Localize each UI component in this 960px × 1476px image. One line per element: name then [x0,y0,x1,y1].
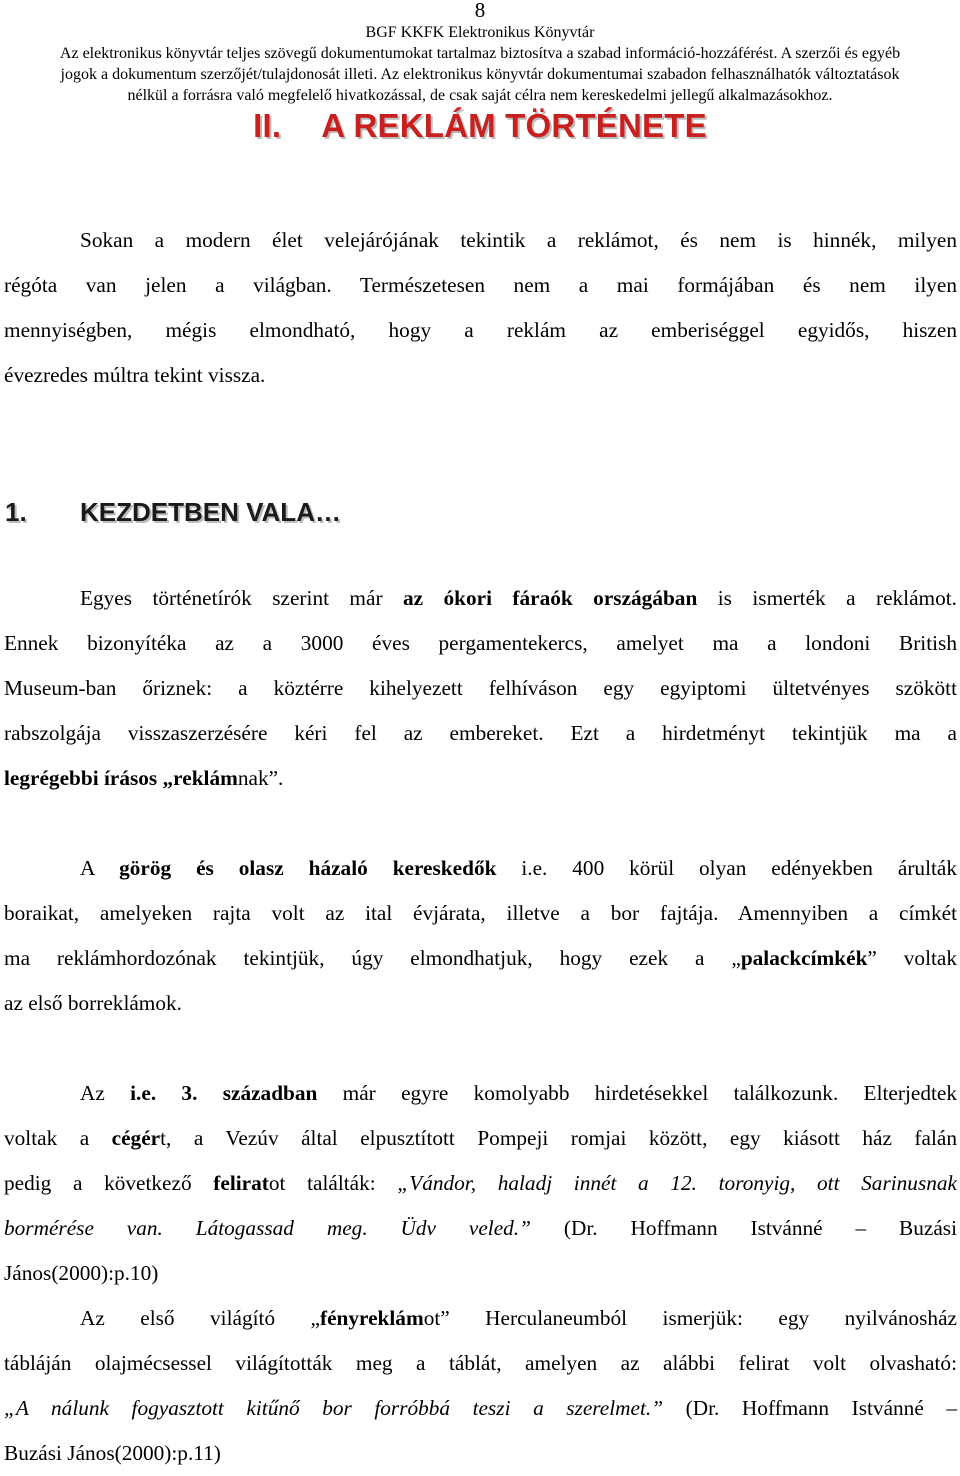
section-title-text: KEZDETBEN VALA… [80,497,341,527]
emphasis: fényreklám [319,1306,424,1330]
emphasis: palackcímkék [740,946,868,970]
text-line: az első borreklámok. [4,991,182,1015]
header-line: BGF KKFK Elektronikus Könyvtár [365,24,595,41]
text-line: Az i.e. 3. században már egyre komolyabb hirdetésekkel találkozunk. Elterjedtek [80,1081,957,1105]
text-line: Ennek bizonyítéka az a 3000 éves pergamentekercs, amelyet ma a londoni British [4,631,957,655]
quotation: „A nálunk fogyasztott kitűnő bor forróbbá teszi a szerelmet.” [4,1396,664,1420]
chapter-title-text: A REKLÁM TÖRTÉNETE [321,107,707,144]
text-line: pedig a következő feliratot találták: „Vándor, haladj innét a 12. toronyig, ott Sarinusnak [4,1171,957,1195]
text-line: rabszolgája visszaszerzésére kéri fel az embereket. Ezt a hirdetményt tekintjük ma a [4,721,957,745]
text-line: mennyiségben, mégis elmondható, hogy a reklám az emberiséggel egyidős, hiszen [4,318,957,342]
text-line: „A nálunk fogyasztott kitűnő bor forróbbá teszi a szerelmet.” (Dr. Hoffmann Istvánné – [4,1396,957,1420]
text-line: voltak a cégért, a Vezúv által elpusztított Pompeji romjai között, egy kiásott ház falán [4,1126,957,1150]
emphasis: görög és olasz házaló kereskedők [119,856,497,880]
chapter-number: II. [253,107,282,144]
text-line: Egyes történetírók szerint már az ókori fáraók országában is ismerték a reklámot. [80,586,958,610]
text-line: régóta van jelen a világban. Természetesen nem a mai formájában és nem ilyen [4,273,957,297]
paragraph-herculaneum [4,1296,957,1476]
header-line: jogok a dokumentum szerzőjét/tulajdonosát illeti. Az elektronikus könyvtár dokumentumai szabadon felhasználhatók változtatások [60,66,900,83]
text-line: Sokan a modern élet velejárójának tekintik a reklámot, és nem is hinnék, milyen [80,228,957,252]
section-title [5,495,341,529]
emphasis: legrégebbi írásos „reklám [4,766,238,790]
emphasis: cégér [111,1126,161,1150]
paragraph-pompeii [4,1071,957,1296]
text-line: évezredes múltra tekint vissza. [4,363,266,387]
text-line: Museum-ban őriznek: a köztérre kihelyezett felhíváson egy egyiptomi ültetvényes szökött [4,676,957,700]
section-number: 1. [5,497,27,527]
text-line: János(2000):p.10) [4,1261,159,1285]
header-line: nélkül a forrásra való megfelelő hivatkozással, de csak saját célra nem kereskedelmi jellegű alkalmazásokhoz. [127,87,833,104]
intro-paragraph [4,218,957,398]
chapter-title [0,104,960,148]
text-line: tábláján olajmécsessel világították meg a táblát, amelyen az alábbi felirat volt olvasható: [4,1351,957,1375]
header-line: Az elektronikus könyvtár teljes szövegű dokumentumokat tartalmaz biztosítva a szabad információ-hozzáférést. A szerzői és egyéb [59,45,901,62]
text-line: legrégebbi írásos „reklámnak”. [4,766,284,790]
page-number: 8 [474,0,486,22]
text-line: ma reklámhordozónak tekintjük, úgy elmondhatjuk, hogy ezek a „palackcímkék” voltak [4,946,958,970]
text-line: bormérése van. Látogassad meg. Üdv veled.” (Dr. Hoffmann Istvánné – Buzási [4,1216,957,1240]
text-line: boraikat, amelyeken rajta volt az ital évjárata, illetve a bor fajtája. Amennyiben a címkét [4,901,957,925]
emphasis: felirat [213,1171,269,1195]
library-header [0,22,960,106]
emphasis: i.e. 3. században [130,1081,318,1105]
text-line: Buzási János(2000):p.11) [4,1441,221,1465]
paragraph-greek [4,846,957,1026]
paragraph-egypt [4,576,957,801]
emphasis: az ókori fáraók országában [402,586,698,610]
text-line: A görög és olasz házaló kereskedők i.e. 400 körül olyan edényekben árulták [80,856,957,880]
quotation: bormérése van. Látogassad meg. Üdv veled.” [4,1216,531,1240]
text-line: Az első világító „fényreklámot” Herculaneumból ismerjük: egy nyilvánosház [80,1306,957,1330]
quotation: „Vándor, haladj innét a 12. toronyig, ott Sarinusnak [397,1171,957,1195]
